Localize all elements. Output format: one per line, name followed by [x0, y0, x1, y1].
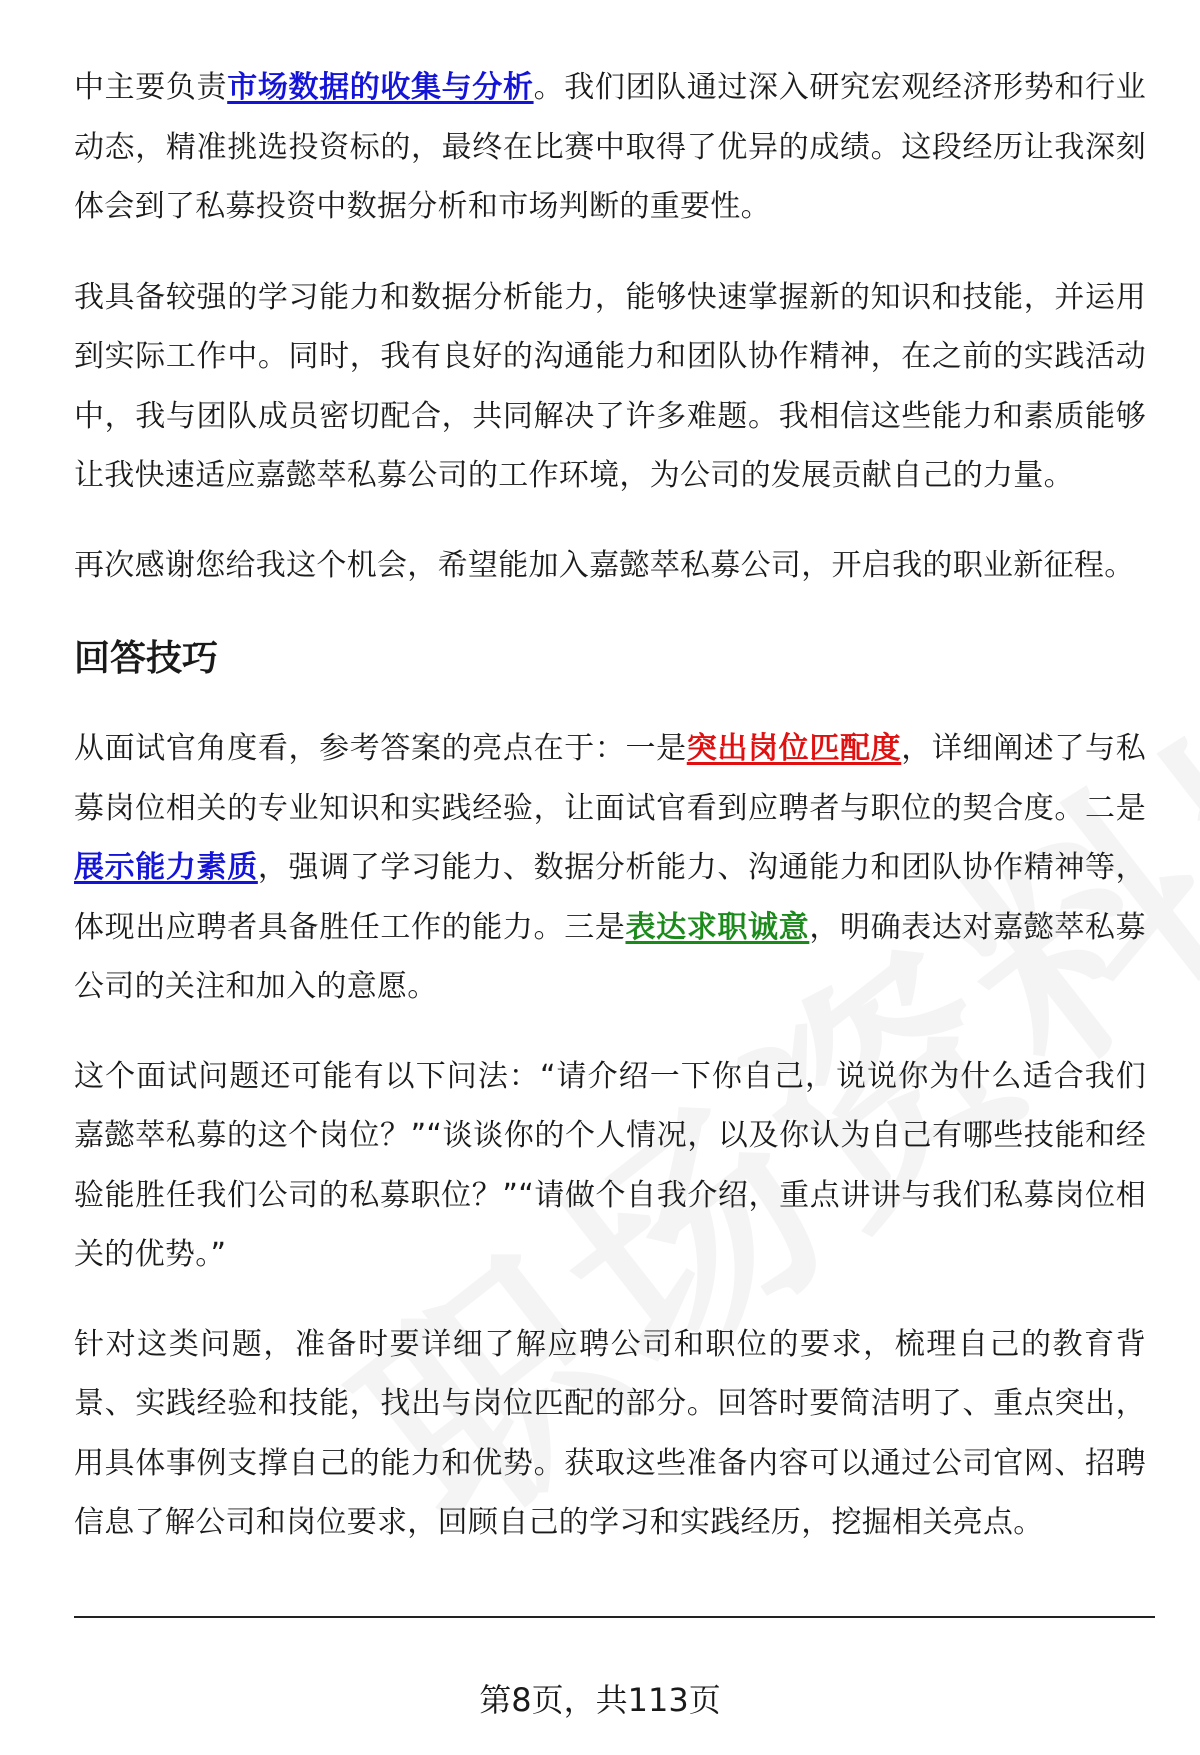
page-number: 第8页，共113页: [479, 1681, 721, 1719]
highlight-job-match: 突出岗位匹配度: [686, 731, 902, 766]
paragraph-thanks: 再次感谢您给我这个机会，希望能加入嘉懿萃私募公司，开启我的职业新征程。: [74, 547, 1135, 583]
text-segment: 中主要负责: [74, 70, 228, 105]
highlight-market-data: 市场数据的收集与分析: [227, 70, 534, 105]
text-segment: ，详细阐述了与私募岗位相关的专业知识和实践经验，让面试官看到应聘者与职位的契合度。二是: [74, 731, 1146, 826]
paragraph-alternate-questions: 这个面试问题还可能有以下问法：“请介绍一下你自己，说说你为什么适合我们嘉懿萃私募的这个岗位？”“谈谈你的个人情况，以及你认为自己有哪些技能和经验能胜任我们公司的私募职位？”“请做个自我介绍，重点讲讲与我们私募岗位相关的优势。”: [74, 1058, 1146, 1272]
paragraph-experience: [74, 58, 1146, 237]
highlight-abilities: 展示能力素质: [74, 850, 258, 885]
text-segment: 从面试官角度看，参考答案的亮点在于：一是: [74, 731, 687, 766]
text-segment: 。我们团队通过深入研究宏观经济形势和行业动态，精准挑选投资标的，最终在比赛中取得了优异的成绩。这段经历让我深刻体会到了私募投资中数据分析和市场判断的重要性。: [74, 70, 1147, 224]
paragraph-preparation: 针对这类问题，准备时要详细了解应聘公司和职位的要求，梳理自己的教育背景、实践经验和技能，找出与岗位匹配的部分。回答时要简洁明了、重点突出，用具体事例支撑自己的能力和优势。获取这些准备内容可以通过公司官网、招聘信息了解公司和岗位要求，回顾自己的学习和实践经历，挖掘相关亮点。: [74, 1326, 1146, 1540]
paragraph-abilities: 我具备较强的学习能力和数据分析能力，能够快速掌握新的知识和技能，并运用到实际工作中。同时，我有良好的沟通能力和团队协作精神，在之前的实践活动中，我与团队成员密切配合，共同解决了许多难题。我相信这些能力和素质能够让我快速适应嘉懿萃私募公司的工作环境，为公司的发展贡献自己的力量。: [74, 279, 1146, 493]
highlight-sincerity: 表达求职诚意: [625, 909, 810, 945]
text-segment: ，明确表达对嘉懿萃私募公司的关注和加入的意愿。: [74, 909, 1146, 1004]
text-segment: ，强调了学习能力、数据分析能力、沟通能力和团队协作精神等，体现出应聘者具备胜任工作的能力。三是: [74, 850, 1146, 945]
footer-divider: [74, 1616, 1155, 1618]
document-body: [74, 58, 1146, 1553]
paragraph-highlights: [74, 719, 1146, 1017]
section-heading: 回答技巧: [74, 638, 219, 679]
